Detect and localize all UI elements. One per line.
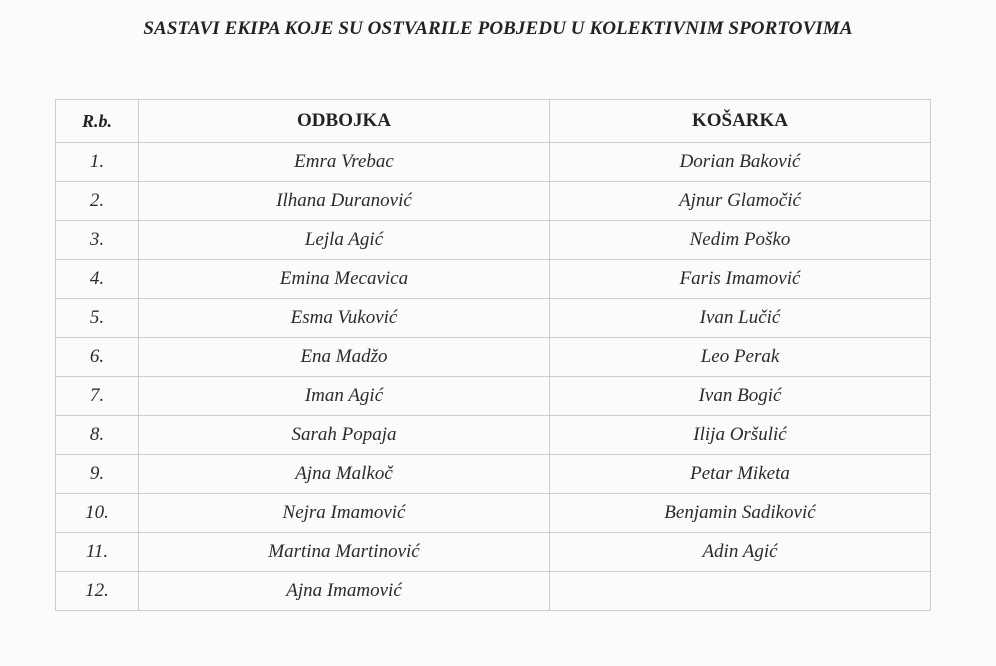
cell-rb: 8. — [56, 416, 139, 455]
table-row — [56, 416, 931, 455]
cell-rb: 11. — [56, 533, 139, 572]
table-body — [56, 143, 931, 611]
table-row — [56, 572, 931, 611]
cell-odbojka: Nejra Imamović — [139, 494, 550, 533]
cell-odbojka: Esma Vuković — [139, 299, 550, 338]
table-row — [56, 494, 931, 533]
cell-rb: 6. — [56, 338, 139, 377]
cell-rb: 3. — [56, 221, 139, 260]
table-row — [56, 533, 931, 572]
cell-kosarka: Leo Perak — [550, 338, 931, 377]
cell-kosarka: Ilija Oršulić — [550, 416, 931, 455]
cell-rb: 9. — [56, 455, 139, 494]
cell-odbojka: Emina Mecavica — [139, 260, 550, 299]
cell-kosarka: Ivan Bogić — [550, 377, 931, 416]
cell-rb: 7. — [56, 377, 139, 416]
cell-rb: 10. — [56, 494, 139, 533]
cell-kosarka: Benjamin Sadiković — [550, 494, 931, 533]
cell-kosarka: Nedim Poško — [550, 221, 931, 260]
header-row — [56, 100, 931, 143]
cell-odbojka: Ajna Imamović — [139, 572, 550, 611]
cell-odbojka: Sarah Popaja — [139, 416, 550, 455]
cell-odbojka: Lejla Agić — [139, 221, 550, 260]
cell-kosarka: Dorian Baković — [550, 143, 931, 182]
table-row — [56, 221, 931, 260]
cell-kosarka: Adin Agić — [550, 533, 931, 572]
cell-rb: 1. — [56, 143, 139, 182]
cell-odbojka: Ilhana Duranović — [139, 182, 550, 221]
table-row — [56, 338, 931, 377]
document-title: SASTAVI EKIPA KOJE SU OSTVARILE POBJEDU U KOLEKTIVNIM SPORTOVIMA — [143, 18, 853, 39]
table-header — [56, 100, 931, 143]
table-row — [56, 455, 931, 494]
cell-kosarka: Ajnur Glamočić — [550, 182, 931, 221]
team-roster-table — [55, 99, 931, 611]
cell-odbojka: Emra Vrebac — [139, 143, 550, 182]
cell-rb: 4. — [56, 260, 139, 299]
cell-rb: 5. — [56, 299, 139, 338]
table-row — [56, 182, 931, 221]
cell-kosarka: Ivan Lučić — [550, 299, 931, 338]
cell-odbojka: Ena Madžo — [139, 338, 550, 377]
table-row — [56, 143, 931, 182]
table-row — [56, 299, 931, 338]
cell-odbojka: Iman Agić — [139, 377, 550, 416]
table-row — [56, 377, 931, 416]
header-rb: R.b. — [56, 100, 139, 143]
cell-kosarka — [550, 572, 931, 611]
cell-odbojka: Martina Martinović — [139, 533, 550, 572]
table-row — [56, 260, 931, 299]
cell-kosarka: Petar Miketa — [550, 455, 931, 494]
header-kosarka: KOŠARKA — [550, 100, 931, 143]
cell-kosarka: Faris Imamović — [550, 260, 931, 299]
cell-rb: 2. — [56, 182, 139, 221]
cell-rb: 12. — [56, 572, 139, 611]
cell-odbojka: Ajna Malkoč — [139, 455, 550, 494]
header-odbojka: ODBOJKA — [139, 100, 550, 143]
